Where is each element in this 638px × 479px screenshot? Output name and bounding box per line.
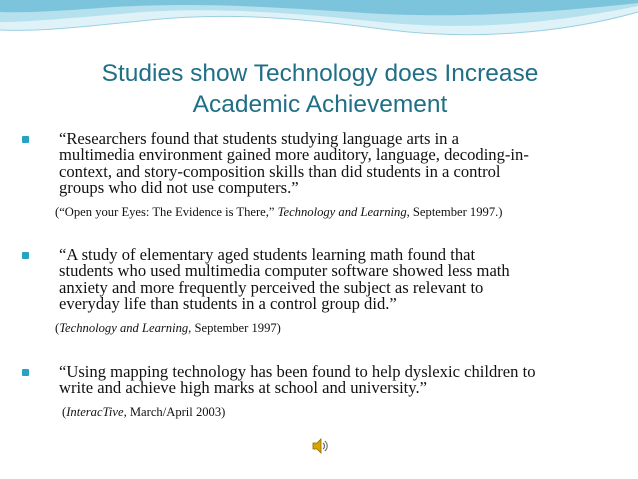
quote-text	[59, 247, 612, 313]
bullet-item-1	[22, 131, 612, 220]
title-line-2: Academic Achievement	[192, 91, 448, 118]
citation-suffix: , September 1997)	[188, 320, 281, 335]
quote-line: multimedia environment gained more auditory, language, decoding-in-	[59, 145, 529, 165]
citation-prefix: (	[62, 404, 67, 419]
bullet-item-2	[22, 247, 612, 336]
quote-line: everyday life than students in a control group did.”	[59, 294, 397, 314]
speaker-icon[interactable]	[311, 437, 329, 455]
quote-line: students who used multimedia computer software showed less math	[59, 261, 510, 281]
quote-line: “Researchers found that students studying language arts in a	[59, 129, 459, 148]
citation	[62, 405, 612, 420]
bullet-marker	[22, 252, 29, 259]
citation-source: Technology and Learning	[59, 320, 189, 335]
bullet-marker	[22, 136, 29, 143]
citation-prefix: (	[55, 320, 60, 335]
title-line-1: Studies show Technology does Increase	[101, 60, 539, 87]
quote-line: write and achieve high marks at school and university.”	[59, 378, 428, 398]
quote-text	[59, 131, 612, 197]
quote-line: “A study of elementary aged students learning math found that	[59, 245, 476, 264]
decorative-wave-header	[0, 0, 638, 60]
quote-text	[59, 364, 612, 397]
quote-line: anxiety and more frequently perceived the subject as relevant to	[59, 277, 484, 297]
citation	[55, 205, 612, 220]
citation-source: Technology and Learning	[277, 204, 407, 219]
citation-suffix: , March/April 2003)	[123, 404, 226, 419]
bullet-item-3	[22, 364, 612, 420]
quote-line: “Using mapping technology has been found to help dyslexic children to	[59, 362, 536, 381]
citation	[55, 321, 612, 336]
slide-title	[40, 58, 600, 120]
bullet-marker	[22, 369, 29, 376]
citation-suffix: , September 1997.)	[406, 204, 503, 219]
citation-source: InteracTive	[66, 404, 124, 419]
quote-line: context, and story-composition skills than did students in a control	[59, 161, 501, 181]
quote-line: groups who did not use computers.”	[59, 178, 299, 198]
citation-prefix: (“Open your Eyes: The Evidence is There,”	[55, 204, 278, 219]
